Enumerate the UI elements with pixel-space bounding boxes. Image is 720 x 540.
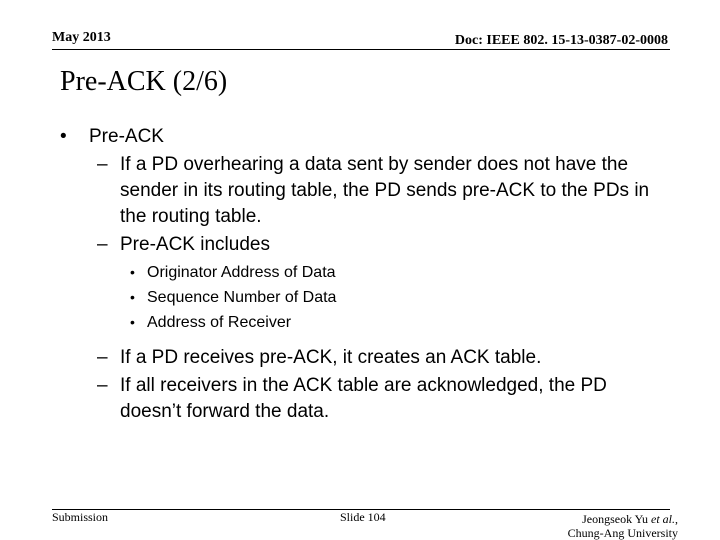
item-text: Originator Address of Data — [147, 264, 336, 281]
subbullet-text: If a PD receives pre-ACK, it creates an ACK table. — [120, 347, 542, 368]
footer-slide-number: Slide 104 — [340, 510, 386, 524]
item-text: Sequence Number of Data — [147, 289, 337, 306]
subbullet-text: If all receivers in the ACK table are acknowledged, the PD doesn’t forward the data. — [120, 375, 607, 422]
footer-submission: Submission — [52, 510, 109, 524]
item-text: Address of Receiver — [147, 314, 292, 331]
author-etal: et al. — [651, 512, 675, 526]
dot-marker: • — [130, 289, 135, 305]
subbullet-includes — [60, 232, 670, 258]
subbullet-overhearing — [60, 152, 670, 230]
dash-marker: – — [97, 234, 108, 255]
bullet-text: Pre-ACK — [89, 126, 164, 147]
author-affiliation: Chung-Ang University — [567, 526, 678, 540]
bullet-pre-ack — [60, 124, 670, 150]
footer-author — [568, 512, 678, 540]
header-date: May 2013 — [52, 30, 111, 45]
subbullet-no-forward — [60, 373, 670, 425]
item-receiver-address — [60, 312, 670, 333]
slide-body — [60, 124, 670, 425]
subbullet-creates-table — [60, 345, 670, 371]
subbullet-text: Pre-ACK includes — [120, 234, 270, 255]
dot-marker: • — [130, 314, 135, 330]
dash-marker: – — [97, 347, 108, 368]
bullet-marker: • — [60, 126, 67, 147]
spacer — [60, 333, 670, 343]
author-name: Jeongseok Yu — [582, 512, 648, 526]
author-line — [568, 512, 678, 526]
subbullet-text: If a PD overhearing a data sent by sender does not have the sender in its routing table, the PD sends pre-ACK to the PDs in the routing table. — [120, 154, 650, 227]
header-doc-number: Doc: IEEE 802. 15-13-0387-02-0008 — [454, 33, 668, 48]
dash-marker: – — [97, 154, 108, 175]
author-suffix: , — [675, 512, 678, 526]
header-rule — [52, 49, 670, 50]
item-sequence-number — [60, 287, 670, 308]
dot-marker: • — [130, 264, 135, 280]
dash-marker: – — [97, 375, 108, 396]
item-originator-address — [60, 262, 670, 283]
slide-title: Pre-ACK (2/6) — [60, 66, 228, 97]
